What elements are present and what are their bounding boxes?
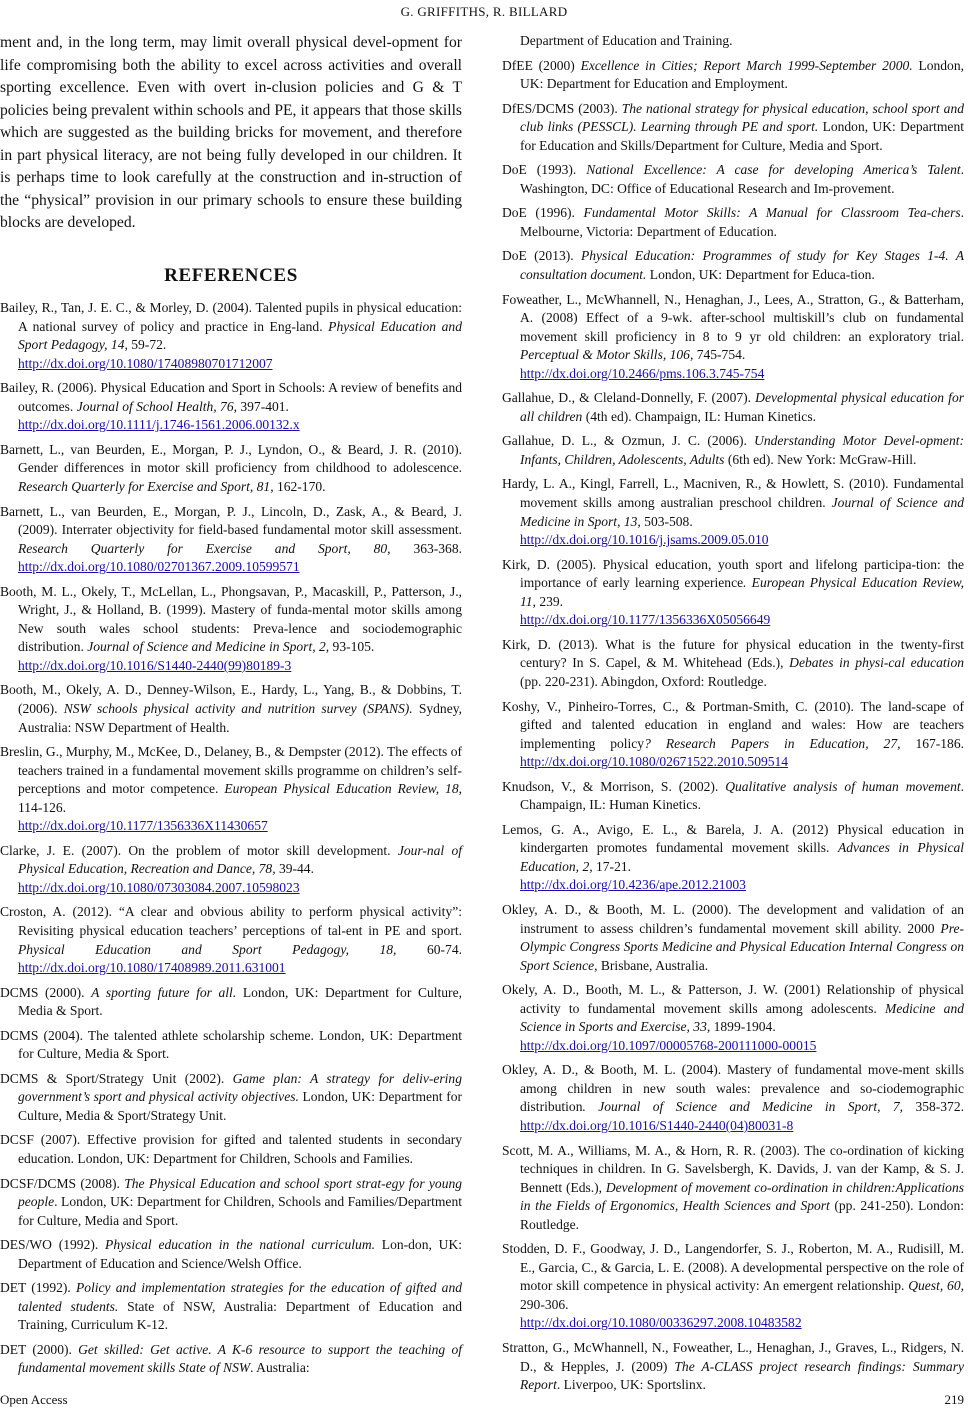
reference-text: (6th ed). New York: McGraw-Hill. <box>724 451 917 467</box>
reference-text: London, UK: Department for Culture, Media & Sport/Strategy Unit. <box>18 1089 462 1123</box>
reference-entry <box>0 583 462 676</box>
reference-entry <box>0 903 462 977</box>
reference-text: DCSF/DCMS (2008). <box>0 1175 125 1191</box>
reference-text: Bailey, R. (2006). Physical Education and Sport in Schools: A review of benefits and outcomes. <box>0 380 462 414</box>
reference-text: Koshy, V., Pinheiro-Torres, C., & Portman-Smith, C. (2010). The land-scape of gifted and talented education in england and wales: How are teachers implementing policy <box>502 698 964 751</box>
reference-entry <box>0 842 462 898</box>
reference-source: The Physical Education and school sport strat-egy for young people <box>18 1175 463 1210</box>
reference-text: 503-508. <box>640 513 693 529</box>
reference-entry <box>502 100 964 156</box>
reference-text: 162-170. <box>273 478 326 494</box>
reference-text: Clarke, J. E. (2007). On the problem of motor skill development. <box>0 842 398 858</box>
reference-text: Sydney, Australia: NSW Department of Health. <box>18 700 462 735</box>
reference-text: Lon-don, UK: Department of Education and Science/Welsh Office. <box>18 1237 462 1271</box>
reference-text: DCMS & Sport/Strategy Unit (2002). <box>0 1070 233 1086</box>
reference-source: National Excellence: A case for developing America’s Talent <box>586 162 961 178</box>
page-number: 219 <box>944 1392 964 1407</box>
doi-link[interactable]: http://dx.doi.org/10.1016/S1440-2440(04)80031-8 <box>520 1117 794 1133</box>
reference-text: Foweather, L., McWhannell, N., Henaghan, J., Lees, A., Stratton, G., & Batterham, A. (2008) Effect of a 9-wk. after-school multiskill’s club on fundamental movement skill proficiency in 8 to 9 yr old children: an exploratory trial. <box>502 291 964 344</box>
reference-text: 167-186. <box>900 735 964 751</box>
reference-entry <box>502 432 964 469</box>
reference-source: Game plan: A strategy for deliv-ering government’s sport and physical activity objectives. <box>18 1070 462 1105</box>
reference-entry <box>0 1175 462 1231</box>
reference-entry <box>0 1279 462 1335</box>
reference-text: Gallahue, D., & Cleland-Donnelly, F. (2007). <box>502 390 756 406</box>
reference-source: Debates in physi-cal education <box>789 655 964 671</box>
reference-text: 59-72. <box>127 337 167 353</box>
reference-text: 239. <box>535 593 564 609</box>
doi-link[interactable]: http://dx.doi.org/10.2466/pms.106.3.745-754 <box>520 365 765 381</box>
reference-text: Stratton, G., McWhannell, N., Foweather, L., Henaghan, J., Graves, L., Ridgers, N. D., & Hepples, J. (2009) <box>502 1340 964 1374</box>
reference-text: 358-372. <box>903 1099 964 1115</box>
reference-text: DfEE (2000) <box>502 57 581 73</box>
reference-entry <box>502 204 964 241</box>
reference-text: . Australia: <box>250 1360 310 1376</box>
reference-text: DES/WO (1992). <box>0 1237 106 1253</box>
reference-entry <box>502 1240 964 1333</box>
reference-text: London, UK: Department for Education and Employment. <box>520 57 964 92</box>
reference-text: London, UK: Department for Education and Skills/Department for Culture, Media and Sport. <box>520 119 964 153</box>
reference-text: 93-105. <box>329 639 375 655</box>
left-column <box>0 32 462 1384</box>
reference-text: 1899-1904. <box>710 1019 776 1035</box>
reference-text: DoE (1996). <box>502 205 584 221</box>
reference-source: European Physical Education Review, 18, <box>224 781 462 797</box>
reference-text: 363-368. <box>390 540 462 556</box>
reference-entry <box>502 475 964 549</box>
reference-text: . London, UK: Department for Children, Schools and Families/Department for Culture, Media and Sport. <box>18 1194 462 1228</box>
reference-text: Hardy, L. A., Kingl, Farrell, L., Macniven, R., & Howlett, S. (2010). Fundamental movement skills among australian preschool children. <box>502 476 964 511</box>
reference-source: Fundamental Motor Skills: A Manual for Classroom Tea-chers <box>583 205 961 221</box>
reference-source: Physical education in the national curriculum. <box>105 1237 375 1253</box>
doi-link[interactable]: http://dx.doi.org/10.1080/07303084.2007.10598023 <box>18 879 300 895</box>
right-column <box>502 32 964 1401</box>
reference-list-left <box>0 299 462 1378</box>
reference-entry <box>502 556 964 630</box>
reference-entry <box>502 821 964 895</box>
reference-text: DCMS (2004). The talented athlete scholarship scheme. London, UK: Department for Culture, Media & Sport. <box>0 1027 462 1062</box>
reference-text: State of NSW, Australia: Department of Education and Training, Curriculum K-12. <box>18 1298 462 1333</box>
reference-text: DfES/DCMS (2003). <box>502 100 622 116</box>
reference-text: Bailey, R., Tan, J. E. C., & Morley, D. (2004). Talented pupils in physical education: A national survey of policy and practice in Eng-land. <box>0 300 462 334</box>
reference-source: The national strategy for physical education, school sport and club links (PESSCL). Learning through PE and sport. <box>520 100 964 135</box>
doi-link[interactable]: http://dx.doi.org/10.1080/02671522.2010.509514 <box>520 754 789 770</box>
footer-open-access: Open Access <box>0 1392 68 1407</box>
reference-text: London, UK: Department for Educa-tion. <box>646 267 875 283</box>
reference-text: Okley, A. D., & Booth, M. L. (2004). Mastery of fundamental move-ment skills among children in new south wales: prevalence and so-ciodemographic distribution <box>502 1062 964 1115</box>
doi-link[interactable]: http://dx.doi.org/10.1080/02701367.2009.10599571 <box>18 559 300 575</box>
reference-entry <box>502 32 964 51</box>
reference-source: Qualitative analysis of human movement <box>725 778 961 794</box>
reference-text: Barnett, L., van Beurden, E., Morgan, P. J., Lincoln, D., Zask, A., & Beard, J. (2009). Interrater objectivity for field-based fundamental motor skill assessment. <box>0 503 462 538</box>
reference-entry <box>502 636 964 692</box>
reference-text: Department of Education and Training. <box>520 33 733 48</box>
reference-source: Physical Education: Programmes of study for Key Stages 1-4. A consultation document. <box>520 248 964 283</box>
reference-entry <box>502 1142 964 1235</box>
reference-source: A sporting future for all. <box>91 984 237 1000</box>
reference-text: . Liverpoo, UK: Sportslinx. <box>556 1377 706 1393</box>
reference-source: The A-CLASS project research findings: Summary Report <box>520 1358 964 1393</box>
reference-source: NSW schools physical activity and nutrition survey (SPANS). <box>63 700 413 716</box>
reference-entry <box>502 778 964 815</box>
reference-text: 39-44. <box>275 861 314 877</box>
reference-entry <box>0 1131 462 1168</box>
reference-source: Jour-nal of Physical Education, Recreation and Dance, 78, <box>18 842 462 877</box>
reference-text: Kirk, D. (2005). Physical education, youth sport and lifelong participa-tion: the importance of early learning experience <box>502 556 964 591</box>
reference-entry <box>502 57 964 94</box>
reference-entry <box>502 901 964 975</box>
reference-text: , Brisbane, Australia. <box>594 957 709 973</box>
reference-source: Understanding Motor Devel-opment: Infants, Children, Adolescents, Adults <box>520 433 964 467</box>
reference-source: Research Quarterly for Exercise and Sport, 81, <box>18 478 274 494</box>
reference-text: DCMS (2000). <box>0 984 92 1000</box>
reference-entry <box>502 389 964 426</box>
reference-text: Scott, M. A., Williams, M. A., & Horn, R. R. (2003). The co-ordination of kicking techniques in children. In G. Savelsbergh, K. Davids, J. van der Kamp, & S. J. Bennett (Eds.), <box>502 1142 964 1195</box>
doi-link[interactable]: http://dx.doi.org/10.1097/00005768-200111000-00015 <box>520 1037 817 1053</box>
reference-source: Medicine and Science in Sports and Exercise, 33, <box>520 1000 965 1035</box>
reference-text: Lemos, G. A., Avigo, E. L., & Barela, J. A. (2012) Physical education in kindergarten promotes fundamental movement skills. <box>502 821 964 856</box>
body-paragraph: ment and, in the long term, may limit overall physical devel-opment for life compromising both the ability to excel across activities and overall sporting excellence. Even with overt in-clusion policies and G & T policies being prevalent within schools and PE, it appears that those skills which are suggested as the building bricks for movement, and therefore in part physical literacy, are not being fully developed in our children. It is perhaps time to look carefully at the construction and in-struction of the “physical” provision in our primary schools to ensure these building blocks are developed. <box>0 34 462 231</box>
reference-text: 397-401. <box>237 398 289 414</box>
reference-text: 17-21. <box>592 858 632 874</box>
reference-source: Physical Education and Sport Pedagogy, 14, <box>18 318 462 353</box>
reference-source: . European Physical Education Review, 11, <box>520 575 965 609</box>
doi-link[interactable]: http://dx.doi.org/10.1016/S1440-2440(99)80189-3 <box>18 657 292 673</box>
reference-text: (pp. 241-250). London: Routledge. <box>520 1198 964 1232</box>
reference-source: Journal of Science and Medicine in Sport, 2, <box>87 639 330 655</box>
reference-text: 60-74. <box>396 941 462 957</box>
reference-source: Get skilled: Get active. A K-6 resource to support the teaching of fundamental movement skills State of NSW <box>18 1341 462 1376</box>
reference-source: ? Research Papers in Education, 27, <box>644 735 901 751</box>
reference-text: 114-126. <box>18 799 67 815</box>
reference-text: Booth, M. L., Okely, T., McLellan, L., Phongsavan, P., Macaskill, P., Patterson, J., Wright, J., & Holland, B. (1999). Mastery of funda-mental motor skills among New south wales school students: Preva-lence and sociodemographic distribution. <box>0 583 462 655</box>
references-heading: REFERENCES <box>164 264 298 286</box>
reference-entry <box>502 247 964 284</box>
reference-text: . Washington, DC: Office of Educational Research and Im-provement. <box>520 162 965 196</box>
doi-link[interactable]: http://dx.doi.org/10.1016/j.jsams.2009.05.010 <box>520 532 769 548</box>
reference-source: Journal of Science and Medicine in Sport, 13, <box>520 495 964 529</box>
doi-link[interactable]: http://dx.doi.org/10.1177/1356336X11430657 <box>18 818 268 834</box>
reference-entry <box>0 984 462 1021</box>
reference-text: Stodden, D. F., Goodway, J. D., Langendorfer, S. J., Roberton, M. A., Rudisill, M. E., Garcia, C., & Garcia, L. E. (2008). A developmental perspective on the role of motor skill competence in physical activity: An emergent relationship. <box>502 1241 964 1294</box>
reference-entry <box>0 1070 462 1126</box>
reference-source: Journal of School Health, 76, <box>76 398 237 414</box>
reference-text: (4th ed). Champaign, IL: Human Kinetics. <box>582 408 816 424</box>
reference-source: Development of movement co-ordination in children:Applications in the Fields of Ergonomics, Health Sciences and Sport <box>520 1179 964 1214</box>
reference-source: Quest, 60, <box>908 1278 964 1294</box>
reference-source: Excellence in Cities; Report March 1999-September 2000. <box>580 57 913 73</box>
reference-entry <box>502 161 964 198</box>
reference-source: . Journal of Science and Medicine in Sport, 7, <box>582 1099 904 1115</box>
reference-entry <box>0 503 462 577</box>
reference-text: (pp. 220-231). Abingdon, Oxford: Routledge. <box>520 673 767 689</box>
reference-list-right <box>502 32 964 1395</box>
doi-link[interactable]: http://dx.doi.org/10.1111/j.1746-1561.2006.00132.x <box>18 417 300 433</box>
reference-entry <box>502 698 964 772</box>
reference-text: DET (2000). <box>0 1341 79 1357</box>
reference-text: DET (1992). <box>0 1280 76 1296</box>
reference-text: . Melbourne, Victoria: Department of Education. <box>520 205 965 239</box>
reference-text: 290-306. <box>520 1296 569 1312</box>
reference-entry <box>0 299 462 373</box>
doi-link[interactable]: http://dx.doi.org/10.1080/17408980701712007 <box>18 355 273 371</box>
reference-source: Advances in Physical Education, 2, <box>520 840 964 874</box>
reference-text: Okely, A. D., Booth, M. L., & Patterson, J. W. (2001) Relationship of physical activity to fundamental movement skills among adolescents. <box>502 982 964 1016</box>
reference-text: Kirk, D. (2013). What is the future for physical education in the twenty-first century? In S. Capel, & M. Whitehead (Eds.), <box>502 636 964 671</box>
reference-text: 745-754. <box>693 347 746 363</box>
reference-entry <box>502 1061 964 1135</box>
doi-link[interactable]: http://dx.doi.org/10.1177/1356336X05056649 <box>520 612 771 628</box>
reference-text: Booth, M., Okely, A. D., Denney-Wilson, E., Hardy, L., Yang, B., & Dobbins, T. (2006). <box>0 682 462 716</box>
running-header: G. GRIFFITHS, R. BILLARD <box>400 4 568 19</box>
reference-text: DoE (2013). <box>502 248 581 264</box>
reference-text: . Champaign, IL: Human Kinetics. <box>520 778 965 813</box>
reference-entry <box>502 981 964 1055</box>
reference-text: Gallahue, D. L., & Ozmun, J. C. (2006). <box>502 433 755 449</box>
doi-link[interactable]: http://dx.doi.org/10.4236/ape.2012.21003 <box>520 877 746 893</box>
reference-entry <box>0 379 462 435</box>
reference-text: London, UK: Department for Culture, Media & Sport. <box>18 984 462 1019</box>
reference-text: Barnett, L., van Beurden, E., Morgan, P. J., Lyndon, O., & Beard, J. R. (2010). Gender differences in motor skill proficiency from childhood to adolescence. <box>0 441 462 476</box>
reference-text: Okley, A. D., & Booth, M. L. (2000). The development and validation of an instrument to assess children’s fundamental movement skill ability. 2000 <box>502 901 964 936</box>
reference-entry <box>0 1236 462 1273</box>
reference-text: Croston, A. (2012). “A clear and obvious ability to perform physical activity”: Revisiting physical education teachers’ perceptions of tal-ent in PE and sport. <box>0 904 462 938</box>
reference-text: Knudson, V., & Morrison, S. (2002). <box>502 778 726 794</box>
reference-entry <box>0 681 462 737</box>
reference-entry <box>0 1027 462 1064</box>
reference-entry <box>0 441 462 497</box>
reference-source: Developmental physical education for all children <box>520 390 964 424</box>
reference-text: DCSF (2007). Effective provision for gifted and talented students in secondary education. London, UK: Department for Children, Schools and Families. <box>0 1132 462 1167</box>
reference-source: Research Quarterly for Exercise and Sport, 80, <box>18 540 391 556</box>
reference-source: Policy and implementation strategies for the education of gifted and talented students. <box>18 1280 462 1314</box>
reference-source: Pre-Olympic Congress Sports Medicine and Physical Education Internal Congress on Sport Science <box>520 920 964 973</box>
reference-text: DoE (1993). <box>502 162 587 178</box>
reference-entry <box>502 1339 964 1395</box>
reference-source: Physical Education and Sport Pedagogy, 18, <box>18 941 397 957</box>
doi-link[interactable]: http://dx.doi.org/10.1080/00336297.2008.10483582 <box>520 1315 802 1331</box>
reference-entry <box>0 743 462 836</box>
reference-entry <box>502 291 964 384</box>
doi-link[interactable]: http://dx.doi.org/10.1080/17408989.2011.631001 <box>18 960 286 976</box>
reference-entry <box>0 1341 462 1378</box>
reference-source: Perceptual & Motor Skills, 106, <box>520 347 694 363</box>
reference-text: Breslin, G., Murphy, M., McKee, D., Delaney, B., & Dempster (2012). The effects of teachers trained in a fundamental movement skills programme on children’s self-perceptions and motor competence. <box>0 744 462 797</box>
